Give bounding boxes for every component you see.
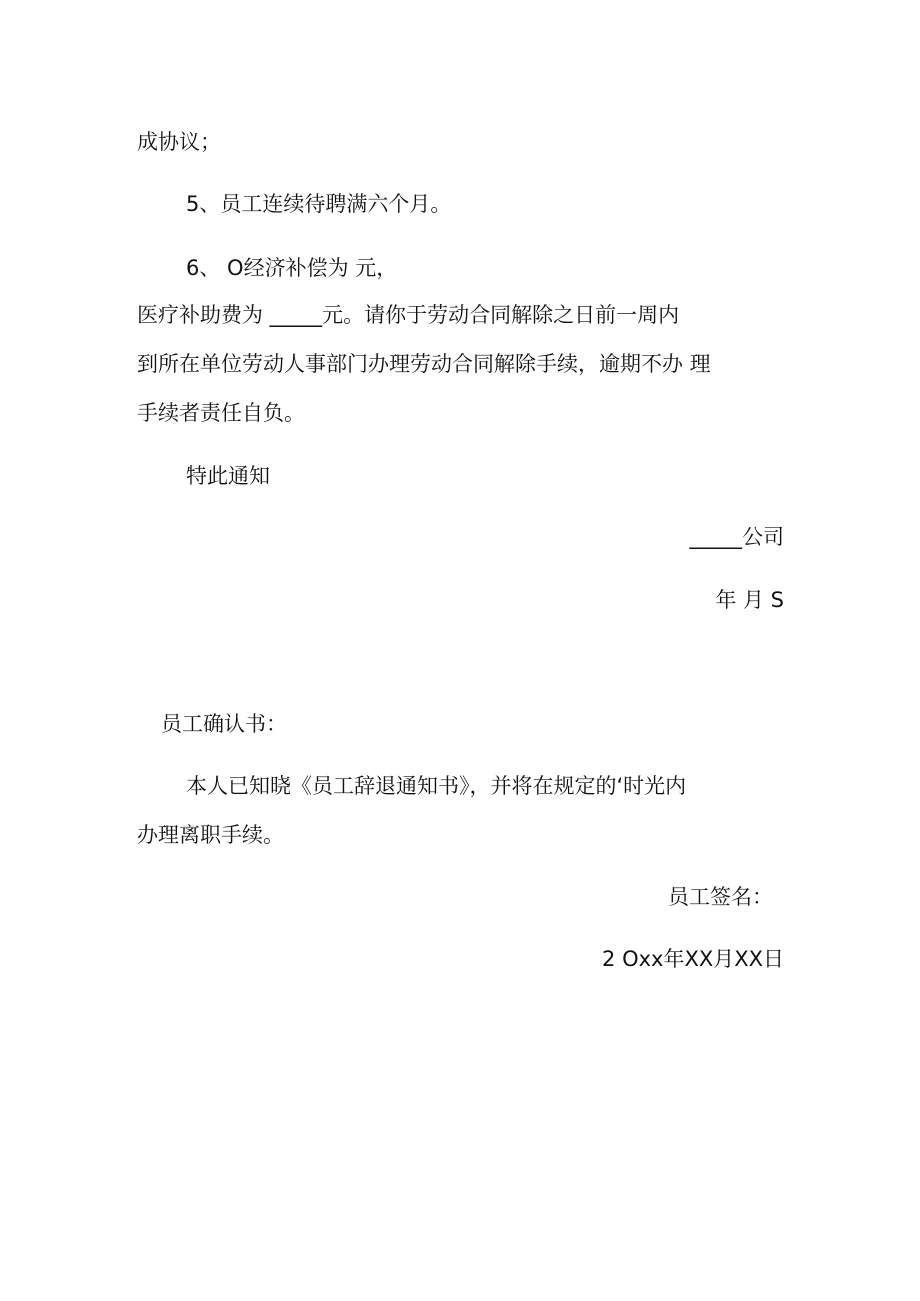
- notice-closing: 特此通知: [186, 464, 270, 488]
- notice-line-responsibility: 手续者责任自负。: [137, 401, 305, 425]
- confirmation-body-line-2: 办理离职手续。: [137, 823, 284, 847]
- notice-line-medical-subsidy: 医疗补助费为 _____元。请你于劳动合同解除之日前一周内: [137, 303, 680, 327]
- notice-line-procedure: 到所在单位劳动人事部门办理劳动合同解除手续，逾期不办 理: [137, 352, 711, 376]
- confirmation-date: 2 Oxx年XX月XX日: [602, 947, 784, 971]
- notice-company-signature: _____公司: [689, 525, 784, 549]
- notice-item-5: 5、员工连续待聘满六个月。: [186, 192, 452, 216]
- notice-item-6: 6、 O经济补偿为 元，: [186, 256, 398, 280]
- confirmation-heading: 员工确认书：: [161, 712, 287, 736]
- confirmation-body-line-1: 本人已知晓《员工辞退通知书》，并将在规定的‘时光内: [186, 774, 687, 798]
- notice-line-agreement: 成协议；: [137, 130, 221, 154]
- employee-signature-label: 员工签名：: [668, 885, 773, 909]
- notice-date: 年 月 S: [715, 588, 784, 612]
